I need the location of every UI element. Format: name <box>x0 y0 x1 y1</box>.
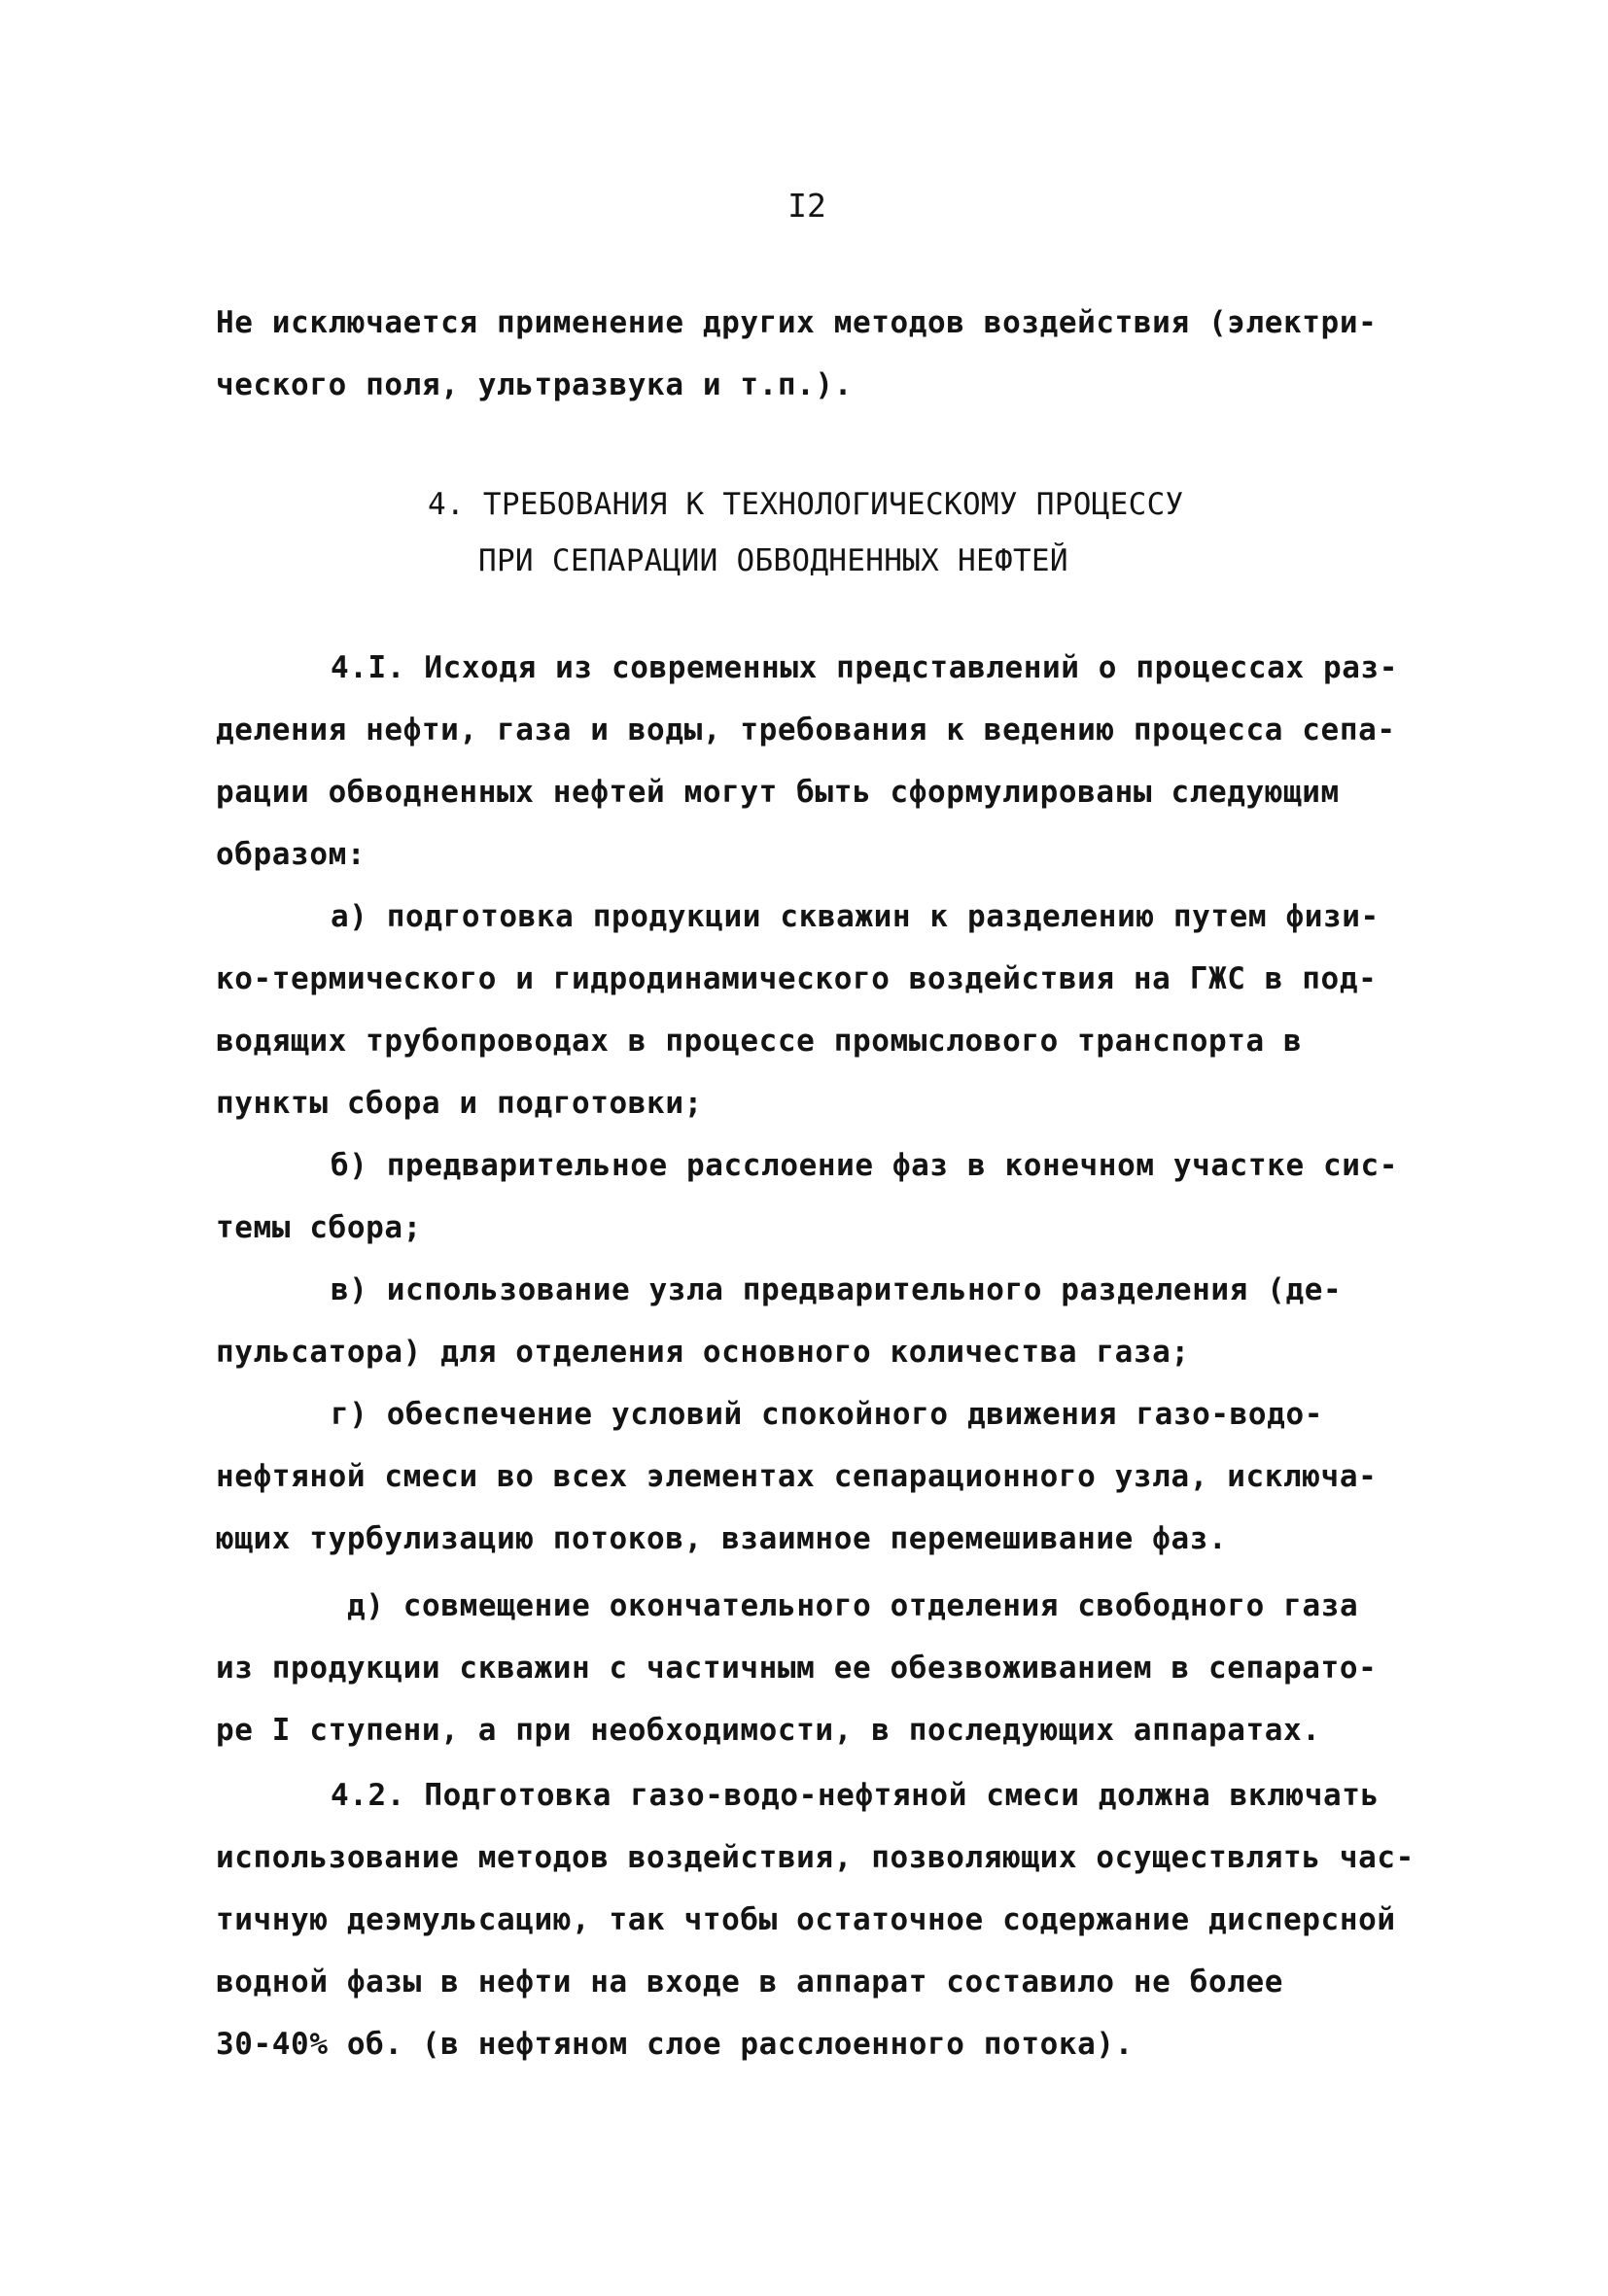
text-line: из продукции скважин с частичным ее обезвоживанием в сепарато- <box>216 1651 1378 1686</box>
text-line: водящих трубопроводах в процессе промыслового транспорта в <box>216 1024 1303 1059</box>
text-line: в) использование узла предварительного разделения (де- <box>331 1272 1343 1307</box>
text-line: ющих турбулизацию потоков, взаимное перемешивание фаз. <box>216 1521 1228 1556</box>
text-line: г) обеспечение условий спокойного движения газо-водо- <box>331 1397 1323 1432</box>
text-line: 30-40% об. (в нефтяном слое расслоенного потока). <box>216 2027 1134 2062</box>
list-item-v <box>216 1259 1342 1383</box>
text-line: пульсатора) для отделения основного количества газа; <box>216 1335 1190 1370</box>
page-number: I2 <box>787 187 826 225</box>
text-line: водной фазы в нефти на входе в аппарат составило не более <box>216 1965 1284 2000</box>
text-line: ко-термического и гидродинамического воздействия на ГЖС в под- <box>216 961 1378 996</box>
text-line: использование методов воздействия, позволяющих осуществлять час- <box>216 1840 1415 1875</box>
text-line: Не исключается применение других методов воздействия (электри- <box>216 305 1378 340</box>
heading-line: ПРИ СЕПАРАЦИИ ОБВОДНЕННЫХ НЕФТЕЙ <box>478 543 1068 578</box>
text-line: пункты сбора и подготовки; <box>216 1086 703 1121</box>
list-item-d <box>216 1575 1377 1761</box>
list-item-g <box>216 1383 1377 1570</box>
text-line: тичную деэмульсацию, так чтобы остаточное содержание дисперсной <box>216 1902 1396 1937</box>
list-item-b <box>216 1134 1398 1259</box>
text-line: 4.2. Подготовка газо-водо-нефтяной смеси должна включать <box>331 1778 1380 1813</box>
heading-line: 4. ТРЕБОВАНИЯ К ТЕХНОЛОГИЧЕСКОМУ ПРОЦЕССУ <box>428 487 1184 522</box>
text-line: 4.I. Исходя из современных представлений о процессах раз- <box>331 650 1399 685</box>
text-line: д) совмещение окончательного отделения свободного газа <box>347 1588 1359 1623</box>
text-line: ческого поля, ультразвука и т.п.). <box>216 367 853 402</box>
text-line: темы сбора; <box>216 1210 422 1245</box>
paragraph-4-2 <box>216 1764 1415 2075</box>
list-item-a <box>216 886 1380 1134</box>
text-line: ре I ступени, а при необходимости, в последующих аппаратах. <box>216 1713 1321 1748</box>
text-line: б) предварительное расслоение фаз в конечном участке сис- <box>331 1148 1399 1183</box>
text-line: а) подготовка продукции скважин к разделению путем физи- <box>331 899 1380 934</box>
intro-paragraph <box>216 292 1377 416</box>
text-line: рации обводненных нефтей могут быть сформулированы следующим <box>216 775 1340 810</box>
paragraph-4-1 <box>216 637 1398 886</box>
text-line: нефтяной смеси во всех элементах сепарационного узла, исключа- <box>216 1459 1378 1494</box>
text-line: деления нефти, газа и воды, требования к ведению процесса сепа- <box>216 713 1396 748</box>
text-line: образом: <box>216 837 367 872</box>
section-heading <box>428 476 1264 589</box>
